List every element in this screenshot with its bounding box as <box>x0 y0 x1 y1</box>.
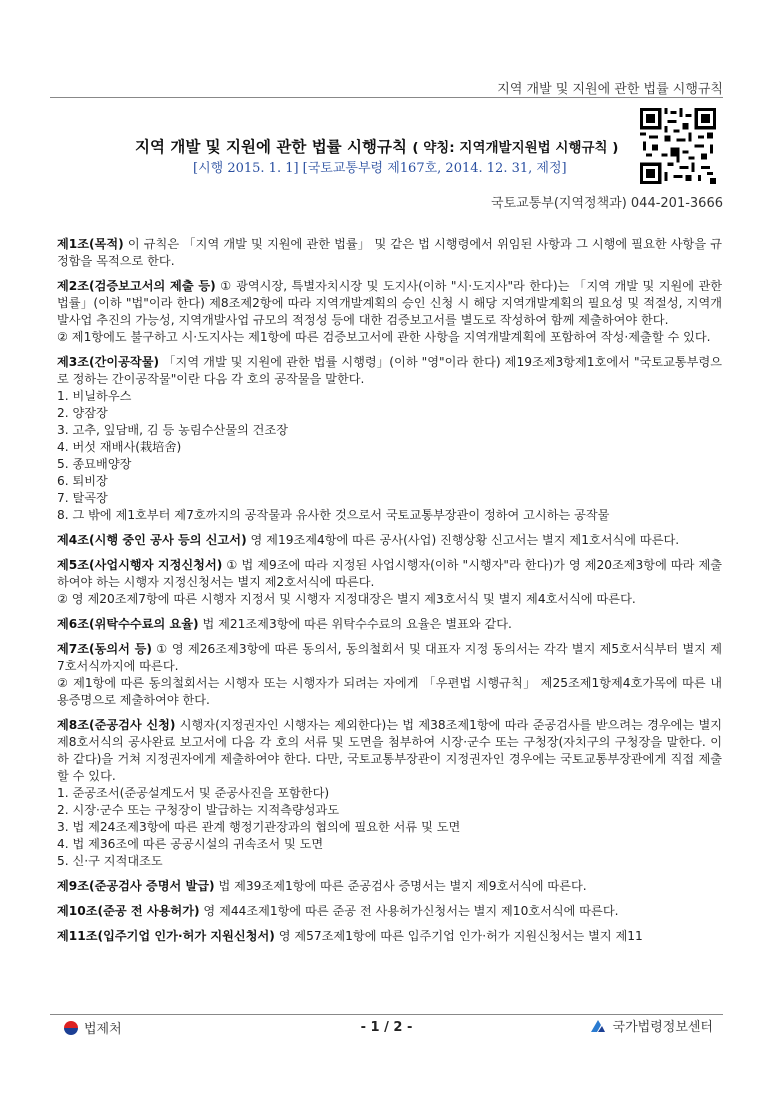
article-3 <box>57 354 722 388</box>
article-paragraph: ① 광역시장, 특별자치시장 및 도지사(이하 "시·도지사"라 한다)는 「지역 개발 및 지원에 관한 법률」(이하 "법"이라 한다) 제8조제2항에 따라 지역개발계획의 승인 신청 시 해당 지역개발계획의 필요성 및 적절성, 지역개발사업 추진의 가능성, 지역개발사업 규모의 적정성 등에 대한 검증보고서를 별도로 작성하여 함께 제출하여야 한다. <box>57 279 723 327</box>
article-paragraph: ① 법 제9조에 따라 지정된 사업시행자(이하 "시행자"라 한다)가 영 제20조제3항에 따라 제출하여야 하는 시행자 지정신청서는 별지 제2호서식에 따른다. <box>57 558 722 589</box>
article-4 <box>57 532 722 549</box>
list-item: 4. 버섯 재배사(栽培舍) <box>57 440 182 454</box>
list-item: 4. 법 제36조에 따른 공공시설의 귀속조서 및 도면 <box>57 837 324 851</box>
article-heading[interactable]: 제5조(사업시행자 지정신청서) <box>57 558 223 572</box>
law-center-logo-icon <box>589 1018 607 1034</box>
article-heading[interactable]: 제7조(동의서 등) <box>57 642 152 656</box>
article-heading[interactable]: 제2조(검증보고서의 제출 등) <box>57 279 216 293</box>
article-paragraph: 「지역 개발 및 지원에 관한 법률 시행령」(이하 "영"이라 한다) 제19조제3항제1호에서 "국토교통부령으로 정하는 간이공작물"이란 다음 각 호의 공작물을 말한다. <box>57 355 722 386</box>
law-title <box>135 135 618 157</box>
article-3-items <box>57 388 722 524</box>
footer-service[interactable] <box>589 1016 713 1035</box>
article-11 <box>57 928 722 945</box>
article-heading[interactable]: 제6조(위탁수수료의 요율) <box>57 617 199 631</box>
article-8-items <box>57 785 722 870</box>
article-paragraph: 영 제44조제1항에 따른 준공 전 사용허가신청서는 별지 제10호서식에 따른다. <box>203 904 619 918</box>
article-paragraph: ① 영 제26조제3항에 따른 동의서, 동의철회서 및 대표자 지정 동의서는 각각 별지 제5호서식부터 별지 제7호서식까지에 따른다. <box>57 642 722 673</box>
law-title-abbreviation: ( 약칭: 지역개발지원법 시행규칙 ) <box>412 140 619 156</box>
article-heading[interactable]: 제3조(간이공작물) <box>57 355 160 369</box>
list-item: 5. 종묘배양장 <box>57 457 132 471</box>
list-item: 3. 고추, 잎담배, 김 등 농림수산물의 건조장 <box>57 423 288 437</box>
enactment-info[interactable]: [시행 2015. 1. 1] [국토교통부령 제167호, 2014. 12. 31, 제정] <box>193 161 567 176</box>
running-header-title: 지역 개발 및 지원에 관한 법률 시행규칙 <box>497 82 723 97</box>
page-number: - 1 / 2 - <box>360 1020 413 1035</box>
article-paragraph: ② 제1항에도 불구하고 시·도지사는 제1항에 따른 검증보고서에 관한 사항을 지역개발계획에 포함하여 작성·제출할 수 있다. <box>57 330 711 344</box>
article-paragraph: ② 영 제20조제7항에 따른 시행자 지정서 및 시행자 지정대장은 별지 제3호서식 및 별지 제4호서식에 따른다. <box>57 592 636 606</box>
article-paragraph: ② 제1항에 따른 동의철회서는 시행자 또는 시행자가 되려는 자에게 「우편법 시행규칙」 제25조제1항제4호가목에 따른 내용증명으로 제출하여야 한다. <box>57 676 722 707</box>
list-item: 2. 양잠장 <box>57 406 108 420</box>
qr-code-icon[interactable] <box>640 108 716 184</box>
article-8 <box>57 717 722 785</box>
article-heading[interactable]: 제9조(준공검사 증명서 발급) <box>57 879 215 893</box>
list-item: 6. 퇴비장 <box>57 474 108 488</box>
footer-service-label: 국가법령정보센터 <box>612 1020 713 1035</box>
list-item: 1. 비닐하우스 <box>57 389 132 403</box>
article-heading[interactable]: 제11조(입주기업 인가·허가 지원신청서) <box>57 929 275 943</box>
article-heading[interactable]: 제1조(목적) <box>57 237 124 251</box>
article-paragraph: 이 규칙은 「지역 개발 및 지원에 관한 법률」 및 같은 법 시행령에서 위임된 사항과 그 시행에 필요한 사항을 규정함을 목적으로 한다. <box>57 237 723 268</box>
law-body <box>57 236 722 953</box>
list-item: 7. 탈곡장 <box>57 491 108 505</box>
article-6 <box>57 616 722 633</box>
header-divider <box>50 97 723 98</box>
list-item: 8. 그 밖에 제1호부터 제7호까지의 공작물과 유사한 것으로서 국토교통부장관이 정하여 고시하는 공작물 <box>57 508 610 522</box>
article-9 <box>57 878 722 895</box>
article-heading[interactable]: 제8조(준공검사 신청) <box>57 718 176 732</box>
footer-divider <box>50 1014 723 1015</box>
article-2 <box>57 278 722 346</box>
article-paragraph: 시행자(지정권자인 시행자는 제외한다)는 법 제38조제1항에 따라 준공검사를 받으려는 경우에는 별지 제8호서식의 공사완료 보고서에 다음 각 호의 서류 및 도면을 첨부하여 시장·군수 또는 구청장(자치구의 구청장을 말한다. 이하 같다)을 거쳐 지정권자에게 제출하여야 한다. 다만, 국토교통부장관이 지정권자인 경우에는 국토교통부장관에게 직접 제출할 수 있다. <box>57 718 723 783</box>
footer-publisher-label: 법제처 <box>84 1022 122 1037</box>
law-title-main: 지역 개발 및 지원에 관한 법률 시행규칙 <box>135 138 407 156</box>
article-7 <box>57 641 722 709</box>
list-item: 2. 시장·군수 또는 구청장이 발급하는 지적측량성과도 <box>57 803 340 817</box>
article-5 <box>57 557 722 608</box>
ministry-contact: 국토교통부(지역정책과) 044-201-3666 <box>491 196 723 211</box>
article-heading[interactable]: 제10조(준공 전 사용허가) <box>57 904 200 918</box>
article-heading[interactable]: 제4조(시행 중인 공사 등의 신고서) <box>57 533 247 547</box>
article-1 <box>57 236 722 270</box>
article-paragraph: 영 제19조제4항에 따른 공사(사업) 진행상황 신고서는 별지 제1호서식에 따른다. <box>250 533 680 547</box>
list-item: 3. 법 제24조제3항에 따른 관계 행정기관장과의 협의에 필요한 서류 및 도면 <box>57 820 461 834</box>
article-paragraph: 법 제21조제3항에 따른 위탁수수료의 요율은 별표와 같다. <box>202 617 512 631</box>
article-paragraph: 법 제39조제1항에 따른 준공검사 증명서는 별지 제9호서식에 따른다. <box>218 879 587 893</box>
list-item: 5. 신·구 지적대조도 <box>57 854 163 868</box>
article-10 <box>57 903 722 920</box>
list-item: 1. 준공조서(준공설계도서 및 준공사진을 포함한다) <box>57 786 330 800</box>
article-paragraph: 영 제57조제1항에 따른 입주기업 인가·허가 지원신청서는 별지 제11 <box>278 929 643 943</box>
